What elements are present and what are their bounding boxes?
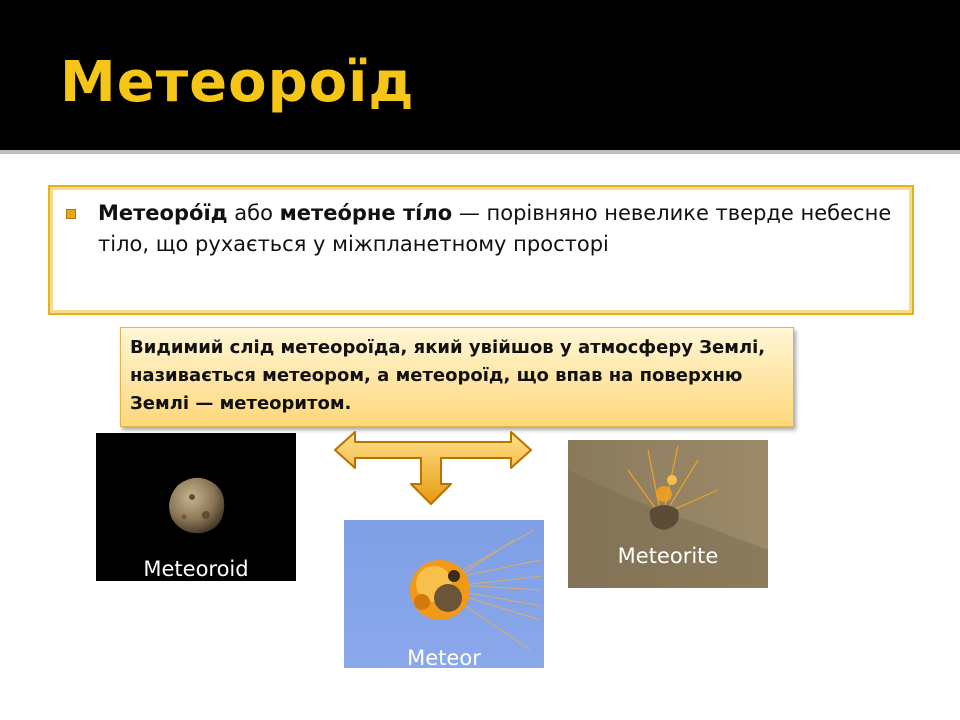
title-bar: [0, 0, 960, 150]
bullet-icon: [66, 209, 76, 219]
definition-text: [98, 198, 898, 260]
slide-title: Метеороїд: [60, 50, 415, 115]
meteorite-image: [568, 440, 768, 588]
t-arrow-icon: [333, 428, 533, 508]
meteoroid-image: [96, 433, 296, 581]
term-meteoroid: Метеоро́їд: [98, 201, 228, 225]
term-meteor-body: метео́рне ті́ло: [279, 201, 453, 225]
meteor-image: [344, 520, 544, 668]
note-text: Видимий слід метеороїда, який увійшов у атмосферу Землі, називається метеором, а метеороїд, що впав на поверхню Землі — метеоритом.: [130, 337, 766, 414]
connector: або: [227, 201, 280, 225]
meteoroid-label: Meteoroid: [143, 557, 249, 581]
meteorite-label: Meteorite: [617, 544, 719, 568]
definition-rest: — порівняно невелике тверде небесне тіло, що рухається у міжпланетному просторі: [98, 201, 892, 256]
meteor-label: Meteor: [407, 646, 481, 668]
